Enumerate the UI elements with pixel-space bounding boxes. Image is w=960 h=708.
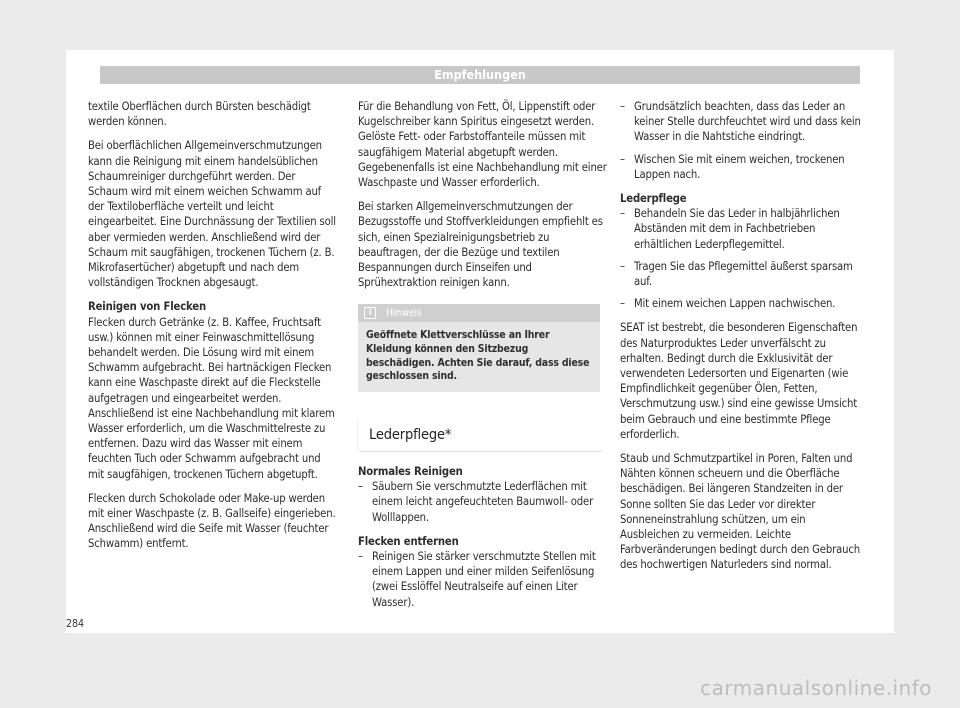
page-number: 284 — [66, 618, 85, 630]
subheading-normal-cleaning: Normales Reinigen — [358, 465, 463, 479]
list-item: – Grundsätzlich beachten, dass das Leder an keiner Stelle durchfeuchtet wird und dass kein Wasser in die Nahtstiche eindringt. — [620, 99, 862, 145]
paragraph: Flecken durch Schokolade oder Make-up werden mit einer Waschpaste (z. B. Gallseife) eingerieben. Anschließend wird die Seife mit Wasser (feuchter Schwamm) entfernt. — [88, 491, 336, 551]
subheading-stains: Reinigen von Flecken — [88, 300, 206, 314]
subheading-leather-care: Lederpflege — [620, 192, 687, 206]
dash-list — [358, 479, 608, 525]
list-item: – Mit einem weichen Lappen nachwischen. — [620, 296, 862, 311]
subheading-remove-stains: Flecken entfernen — [358, 534, 459, 548]
list-item: – Tragen Sie das Pflegemittel äußerst sparsam auf. — [620, 259, 862, 289]
paragraph: SEAT ist bestrebt, die besonderen Eigenschaften des Naturproduktes Leder unverfälscht zu erhalten. Bedingt durch die Exklusivität der verwendeten Ledersorten und Eigenarten (wie Empfindlichkeit gegenüber Ölen, Fetten, Verschmutzung usw.) sind eine gewisse Umsicht beim Gebrauch und eine bestimmte Pflege erforderlich. — [620, 321, 858, 441]
list-item: – Reinigen Sie stärker verschmutzte Stellen mit einem Lappen und einer milden Seifenlösung (zwei Esslöffel Neutralseife auf einen Liter Wasser). — [358, 549, 608, 610]
column-3 — [620, 99, 862, 582]
note-box — [358, 304, 600, 391]
column-2 — [358, 99, 608, 619]
paragraph: Bei oberflächlichen Allgemeinverschmutzungen kann die Reinigung mit einem handelsüblichen Schaumreiniger durchgeführt werden. Der Schaum wird mit einem weichen Schwamm auf der Textiloberfläche verteilt und leicht eingearbeitet. Eine Durchnässung der Textilien soll aber vermieden werden. Anschließend wird der Schaum mit saugfähigen, trockenen Tüchern (z. B. Mikrofasertücher) abgetupft und nach dem vollständigen Trocknen abgesaugt. — [88, 139, 336, 290]
page-header: Empfehlungen — [100, 66, 860, 84]
paragraph: Staub und Schmutzpartikel in Poren, Falten und Nähten können scheuern und die Oberfläche beschädigen. Bei längeren Standzeiten in der Sonne sollten Sie das Leder vor direkter Sonneneinstrahlung schützen, um ein Ausbleichen zu vermeiden. Leichte Farbveränderungen bedingt durch den Gebrauch des hochwertigen Naturleders sind normal. — [620, 452, 860, 572]
list-item: – Säubern Sie verschmutzte Lederflächen mit einem leicht angefeuchteten Baumwoll- oder Wolllappen. — [358, 479, 608, 525]
dash-list — [620, 206, 862, 311]
paragraph: textile Oberflächen durch Bürsten beschädigt werden können. — [88, 100, 311, 129]
note-title: Hinweis — [386, 307, 422, 320]
paragraph: Bei starken Allgemeinverschmutzungen der Bezugsstoffe und Stoffverkleidungen empfiehlt es sich, einen Spezialreinigungsbetrieb zu beauftragen, der die Bezüge und textilen Bespannungen durch Einseifen und Sprühextraktion reinigen kann. — [358, 200, 603, 290]
note-text: Geöffnete Klettverschlüsse an Ihrer Kleidung können den Sitzbezug beschädigen. Achten Sie darauf, dass diese geschlossen sind. — [366, 329, 590, 383]
paragraph: Für die Behandlung von Fett, Öl, Lippenstift oder Kugelschreiber kann Spiritus eingesetzt werden. Gelöste Fett- oder Farbstoffanteile müssen mit saugfähigem Material abgetupft werden. Gegebenenfalls ist eine Nachbehandlung mit einer Waschpaste und Wasser erforderlich. — [358, 100, 607, 190]
list-item: – Wischen Sie mit einem weichen, trockenen Lappen nach. — [620, 152, 862, 182]
note-header — [358, 304, 600, 322]
paragraph: Flecken durch Getränke (z. B. Kaffee, Fruchtsaft usw.) können mit einer Feinwaschmittellösung behandelt werden. Die Lösung wird mit einem Schwamm aufgebracht. Bei hartnäckigen Flecken kann eine Waschpaste direkt auf die Fleckstelle aufgetragen und eingearbeitet werden. Anschließend ist eine Nachbehandlung mit klarem Wasser erforderlich, um die Waschmittelreste zu entfernen. Dazu wird das Wasser mit einem feuchten Tuch oder Schwamm aufgebracht und mit saugfähigen, trockenen Tüchern abgetupft. — [88, 315, 335, 481]
column-1 — [88, 99, 338, 561]
dash-list — [358, 549, 608, 610]
info-icon: i — [364, 307, 376, 319]
section-title-leather: Lederpflege* — [358, 420, 603, 452]
watermark: carmanualsonline.info — [700, 676, 932, 700]
list-item: – Behandeln Sie das Leder in halbjährlichen Abständen mit dem in Fachbetrieben erhältlichen Lederpflegemittel. — [620, 206, 862, 252]
dash-list — [620, 99, 862, 182]
